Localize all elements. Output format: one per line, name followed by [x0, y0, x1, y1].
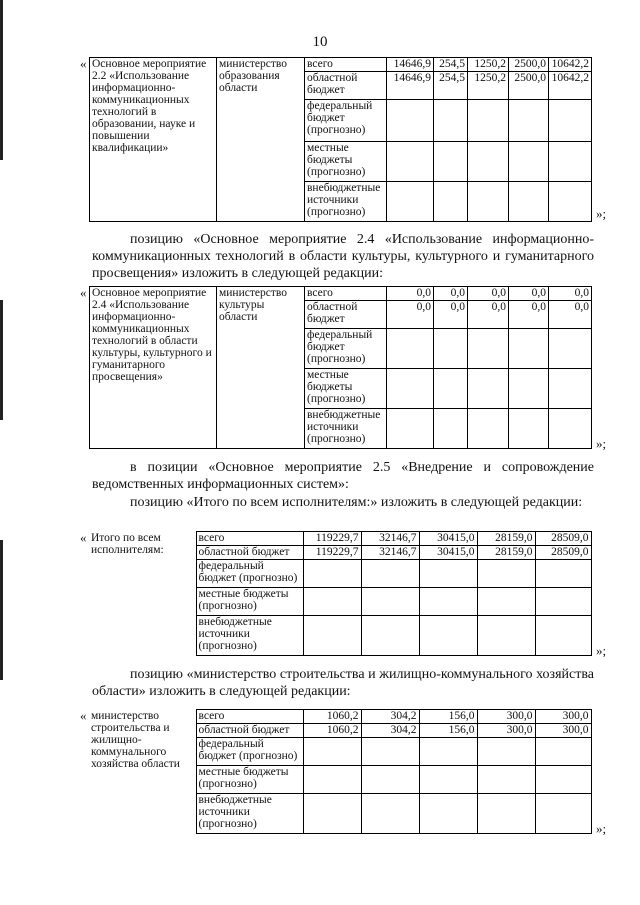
source-cell: федеральный бюджет (прогнозно): [305, 329, 387, 369]
value-cell: 0,0: [468, 287, 509, 301]
source-cell: областной бюджет: [305, 72, 387, 100]
value-cell: 1060,2: [303, 724, 361, 738]
value-cell: 156,0: [419, 710, 477, 724]
value-cell: 10642,2: [549, 58, 592, 72]
source-cell: федеральный бюджет (прогнозно): [196, 560, 303, 588]
source-cell: областной бюджет: [196, 724, 303, 738]
value-cell: 300,0: [535, 710, 591, 724]
event-cell: Основное мероприятие 2.2 «Использование информационно-коммуникационных технологий в образовании, науке и повышении квалификации»: [90, 58, 217, 222]
value-cell: 2500,0: [509, 58, 549, 72]
scan-edge: [0, 0, 3, 160]
source-cell: всего: [305, 58, 387, 72]
table-block-4: [89, 709, 592, 834]
paragraph: позицию «министерство строительства и жилищно-коммунального хозяйства области» изложить в следующей редакции:: [92, 667, 594, 699]
value-cell: 119229,7: [303, 546, 361, 560]
source-cell: внебюджетные источники (прогнозно): [196, 794, 303, 834]
open-quote: «: [80, 56, 87, 71]
close-quote: »;: [596, 643, 607, 658]
source-cell: местные бюджеты (прогнозно): [196, 588, 303, 616]
value-cell: 254,5: [434, 58, 468, 72]
source-cell: всего: [196, 532, 303, 546]
table-block-3: [89, 531, 592, 656]
source-cell: федеральный бюджет (прогнозно): [196, 738, 303, 766]
source-cell: всего: [305, 287, 387, 301]
value-cell: 0,0: [434, 287, 468, 301]
value-cell: 30415,0: [419, 546, 477, 560]
value-cell: 1250,2: [468, 72, 509, 100]
value-cell: 32146,7: [361, 546, 419, 560]
value-cell: 119229,7: [303, 532, 361, 546]
close-quote: »;: [596, 206, 607, 221]
value-cell: 32146,7: [361, 532, 419, 546]
close-quote: »;: [596, 436, 607, 451]
table-row: [90, 58, 592, 72]
value-cell: 304,2: [361, 724, 419, 738]
table-row: [90, 287, 592, 301]
event-cell: Основное мероприятие 2.4 «Использование информационно-коммуникационных технологий в области культуры, культурного и гуманитарного просвещения»: [90, 287, 217, 449]
value-cell: 1250,2: [468, 58, 509, 72]
value-cell: 28159,0: [477, 532, 535, 546]
source-cell: местные бюджеты (прогнозно): [196, 766, 303, 794]
total-label-cell: Итого по всем исполнителям:: [89, 532, 196, 656]
value-cell: 28159,0: [477, 546, 535, 560]
table-block-1: [89, 57, 592, 222]
executor-cell: министерство образования области: [217, 58, 305, 222]
open-quote: «: [80, 285, 87, 300]
source-cell: областной бюджет: [196, 546, 303, 560]
table-row: [89, 532, 591, 546]
value-cell: 300,0: [477, 710, 535, 724]
close-quote: »;: [596, 821, 607, 836]
executor-label-cell: министерство строительства и жилищно-коммунального хозяйства области: [89, 710, 196, 834]
source-cell: местные бюджеты (прогнозно): [305, 369, 387, 409]
open-quote: «: [80, 530, 87, 545]
value-cell: 1060,2: [303, 710, 361, 724]
value-cell: 300,0: [477, 724, 535, 738]
value-cell: 156,0: [419, 724, 477, 738]
table-block-2: [89, 286, 592, 449]
table-row: [89, 710, 591, 724]
source-cell: внебюджетные источники (прогнозно): [305, 409, 387, 449]
scan-edge: [0, 300, 3, 420]
value-cell: 254,5: [434, 72, 468, 100]
paragraph: в позиции «Основное мероприятие 2.5 «Внедрение и сопровождение ведомственных информационных систем»:: [92, 460, 594, 492]
value-cell: 2500,0: [509, 72, 549, 100]
value-cell: 14646,9: [387, 72, 434, 100]
value-cell: 0,0: [549, 287, 592, 301]
value-cell: 0,0: [434, 301, 468, 329]
source-cell: областной бюджет: [305, 301, 387, 329]
value-cell: 10642,2: [549, 72, 592, 100]
value-cell: 304,2: [361, 710, 419, 724]
value-cell: 0,0: [387, 287, 434, 301]
source-cell: внебюджетные источники (прогнозно): [305, 182, 387, 222]
source-cell: всего: [196, 710, 303, 724]
source-cell: федеральный бюджет (прогнозно): [305, 100, 387, 142]
value-cell: 14646,9: [387, 58, 434, 72]
value-cell: 0,0: [509, 301, 549, 329]
value-cell: 0,0: [509, 287, 549, 301]
value-cell: 28509,0: [535, 546, 591, 560]
value-cell: 0,0: [468, 301, 509, 329]
scan-edge: [0, 540, 3, 680]
value-cell: 300,0: [535, 724, 591, 738]
open-quote: «: [80, 708, 87, 723]
value-cell: 28509,0: [535, 532, 591, 546]
source-cell: внебюджетные источники (прогнозно): [196, 616, 303, 656]
paragraph: позицию «Основное мероприятие 2.4 «Использование информационно-коммуникационных технологий в области культуры, культурного и гуманитарного просвещения» изложить в следующей редакции:: [92, 232, 594, 281]
value-cell: 0,0: [549, 301, 592, 329]
paragraph: позицию «Итого по всем исполнителям:» изложить в следующей редакции:: [130, 495, 583, 510]
page-number: 10: [312, 34, 328, 50]
executor-cell: министерство культуры области: [217, 287, 305, 449]
value-cell: 0,0: [387, 301, 434, 329]
source-cell: местные бюджеты (прогнозно): [305, 142, 387, 182]
value-cell: 30415,0: [419, 532, 477, 546]
